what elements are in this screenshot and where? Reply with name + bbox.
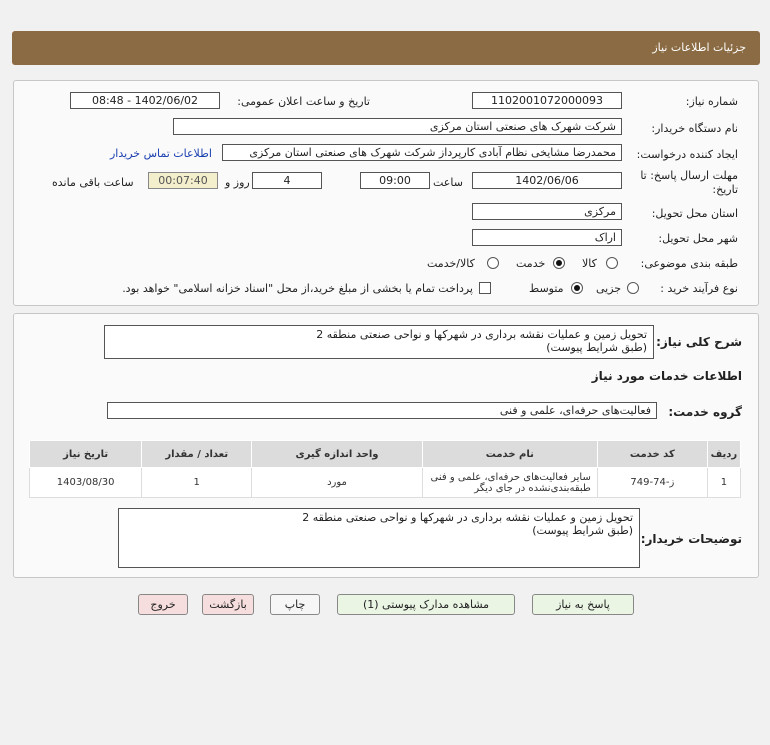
category-option-goods: کالا <box>582 257 597 270</box>
cell-row-number: 1 <box>707 468 740 498</box>
buyer-field: شرکت شهرک های صنعتی استان مرکزی <box>173 118 622 135</box>
deadline-label-2: تاریخ: <box>712 183 738 196</box>
deadline-label-1: مهلت ارسال پاسخ: تا <box>640 169 738 182</box>
need-info-panel <box>13 80 759 306</box>
col-header-unit: واحد اندازه گیری <box>252 441 423 468</box>
buyer-label: نام دستگاه خریدار: <box>651 122 738 135</box>
buyer-notes-line-1: تحویل زمین و عملیات نقشه برداری در شهرکها و نواحی صنعتی منطقه 2 <box>302 511 633 524</box>
category-radio-goods[interactable] <box>606 257 618 269</box>
back-button[interactable]: بازگشت <box>202 594 254 615</box>
announce-label: تاریخ و ساعت اعلان عمومی: <box>237 95 370 108</box>
page-title: جزئیات اطلاعات نیاز <box>652 41 746 54</box>
attachments-button[interactable]: مشاهده مدارک پیوستی (1) <box>337 594 515 615</box>
reply-button[interactable]: پاسخ به نیاز <box>532 594 634 615</box>
col-header-service-name: نام خدمت <box>422 441 597 468</box>
service-group-field: فعالیت‌های حرفه‌ای، علمی و فنی <box>107 402 657 419</box>
remaining-label: ساعت باقی مانده <box>52 176 134 189</box>
summary-field <box>104 325 654 359</box>
page-header <box>12 31 760 65</box>
creator-field: محمدرضا مشایخی نظام آبادی کارپرداز شرکت شهرک های صنعتی استان مرکزی <box>222 144 622 161</box>
service-group-label: گروه خدمت: <box>668 405 742 419</box>
cell-need-date: 1403/08/30 <box>30 468 142 498</box>
category-radio-service[interactable] <box>553 257 565 269</box>
print-button[interactable]: چاپ <box>270 594 320 615</box>
services-section-title: اطلاعات خدمات مورد نیاز <box>591 369 742 383</box>
process-label: نوع فرآیند خرید : <box>660 282 738 295</box>
summary-label: شرح کلی نیاز: <box>656 335 742 349</box>
exit-button[interactable]: خروج <box>138 594 188 615</box>
category-label: طبقه بندی موضوعی: <box>640 257 738 270</box>
announce-datetime-field: 1402/06/02 - 08:48 <box>70 92 220 109</box>
process-radio-medium[interactable] <box>571 282 583 294</box>
cell-unit: مورد <box>252 468 423 498</box>
buyer-notes-line-2: (طبق شرایط پیوست) <box>532 524 633 537</box>
need-number-field: 1102001072000093 <box>472 92 622 109</box>
col-header-need-date: تاریخ نیاز <box>30 441 142 468</box>
city-field: اراک <box>472 229 622 246</box>
treasury-checkbox[interactable] <box>479 282 491 294</box>
process-option-medium: متوسط <box>529 282 564 295</box>
deadline-time-field: 09:00 <box>360 172 430 189</box>
category-radio-goods-service[interactable] <box>487 257 499 269</box>
category-option-goods-service: کالا/خدمت <box>427 257 475 270</box>
col-header-quantity: تعداد / مقدار <box>142 441 252 468</box>
cell-service-code: ز-74-749 <box>597 468 707 498</box>
deadline-time-label: ساعت <box>433 176 463 189</box>
col-header-row: ردیف <box>707 441 740 468</box>
need-number-label: شماره نیاز: <box>685 95 738 108</box>
services-table <box>29 440 741 498</box>
buyer-notes-label: توضیحات خریدار: <box>640 532 742 546</box>
province-label: استان محل تحویل: <box>651 207 738 220</box>
remaining-time-field: 00:07:40 <box>148 172 218 189</box>
table-header-row <box>30 441 741 468</box>
cell-quantity: 1 <box>142 468 252 498</box>
deadline-date-field: 1402/06/06 <box>472 172 622 189</box>
process-radio-minor[interactable] <box>627 282 639 294</box>
process-option-minor: جزیی <box>596 282 622 295</box>
days-label: روز و <box>225 176 250 189</box>
summary-line-2: (طبق شرایط پیوست) <box>546 341 647 354</box>
col-header-service-code: کد خدمت <box>597 441 707 468</box>
remaining-days-field: 4 <box>252 172 322 189</box>
table-row <box>30 468 741 498</box>
cell-service-name: سایر فعالیت‌های حرفه‌ای، علمی و فنی طبقه‌بندی‌نشده در جای دیگر <box>422 468 597 498</box>
payment-note: پرداخت تمام یا بخشی از مبلغ خرید،از محل "اسناد خزانه اسلامی" خواهد بود. <box>122 282 473 295</box>
category-option-service: خدمت <box>516 257 546 270</box>
creator-label: ایجاد کننده درخواست: <box>636 148 738 161</box>
buyer-contact-link[interactable]: اطلاعات تماس خریدار <box>110 147 212 160</box>
city-label: شهر محل تحویل: <box>658 232 738 245</box>
summary-line-1: تحویل زمین و عملیات نقشه برداری در شهرکها و نواحی صنعتی منطقه 2 <box>316 328 647 341</box>
province-field: مرکزی <box>472 203 622 220</box>
buyer-notes-field <box>118 508 640 568</box>
